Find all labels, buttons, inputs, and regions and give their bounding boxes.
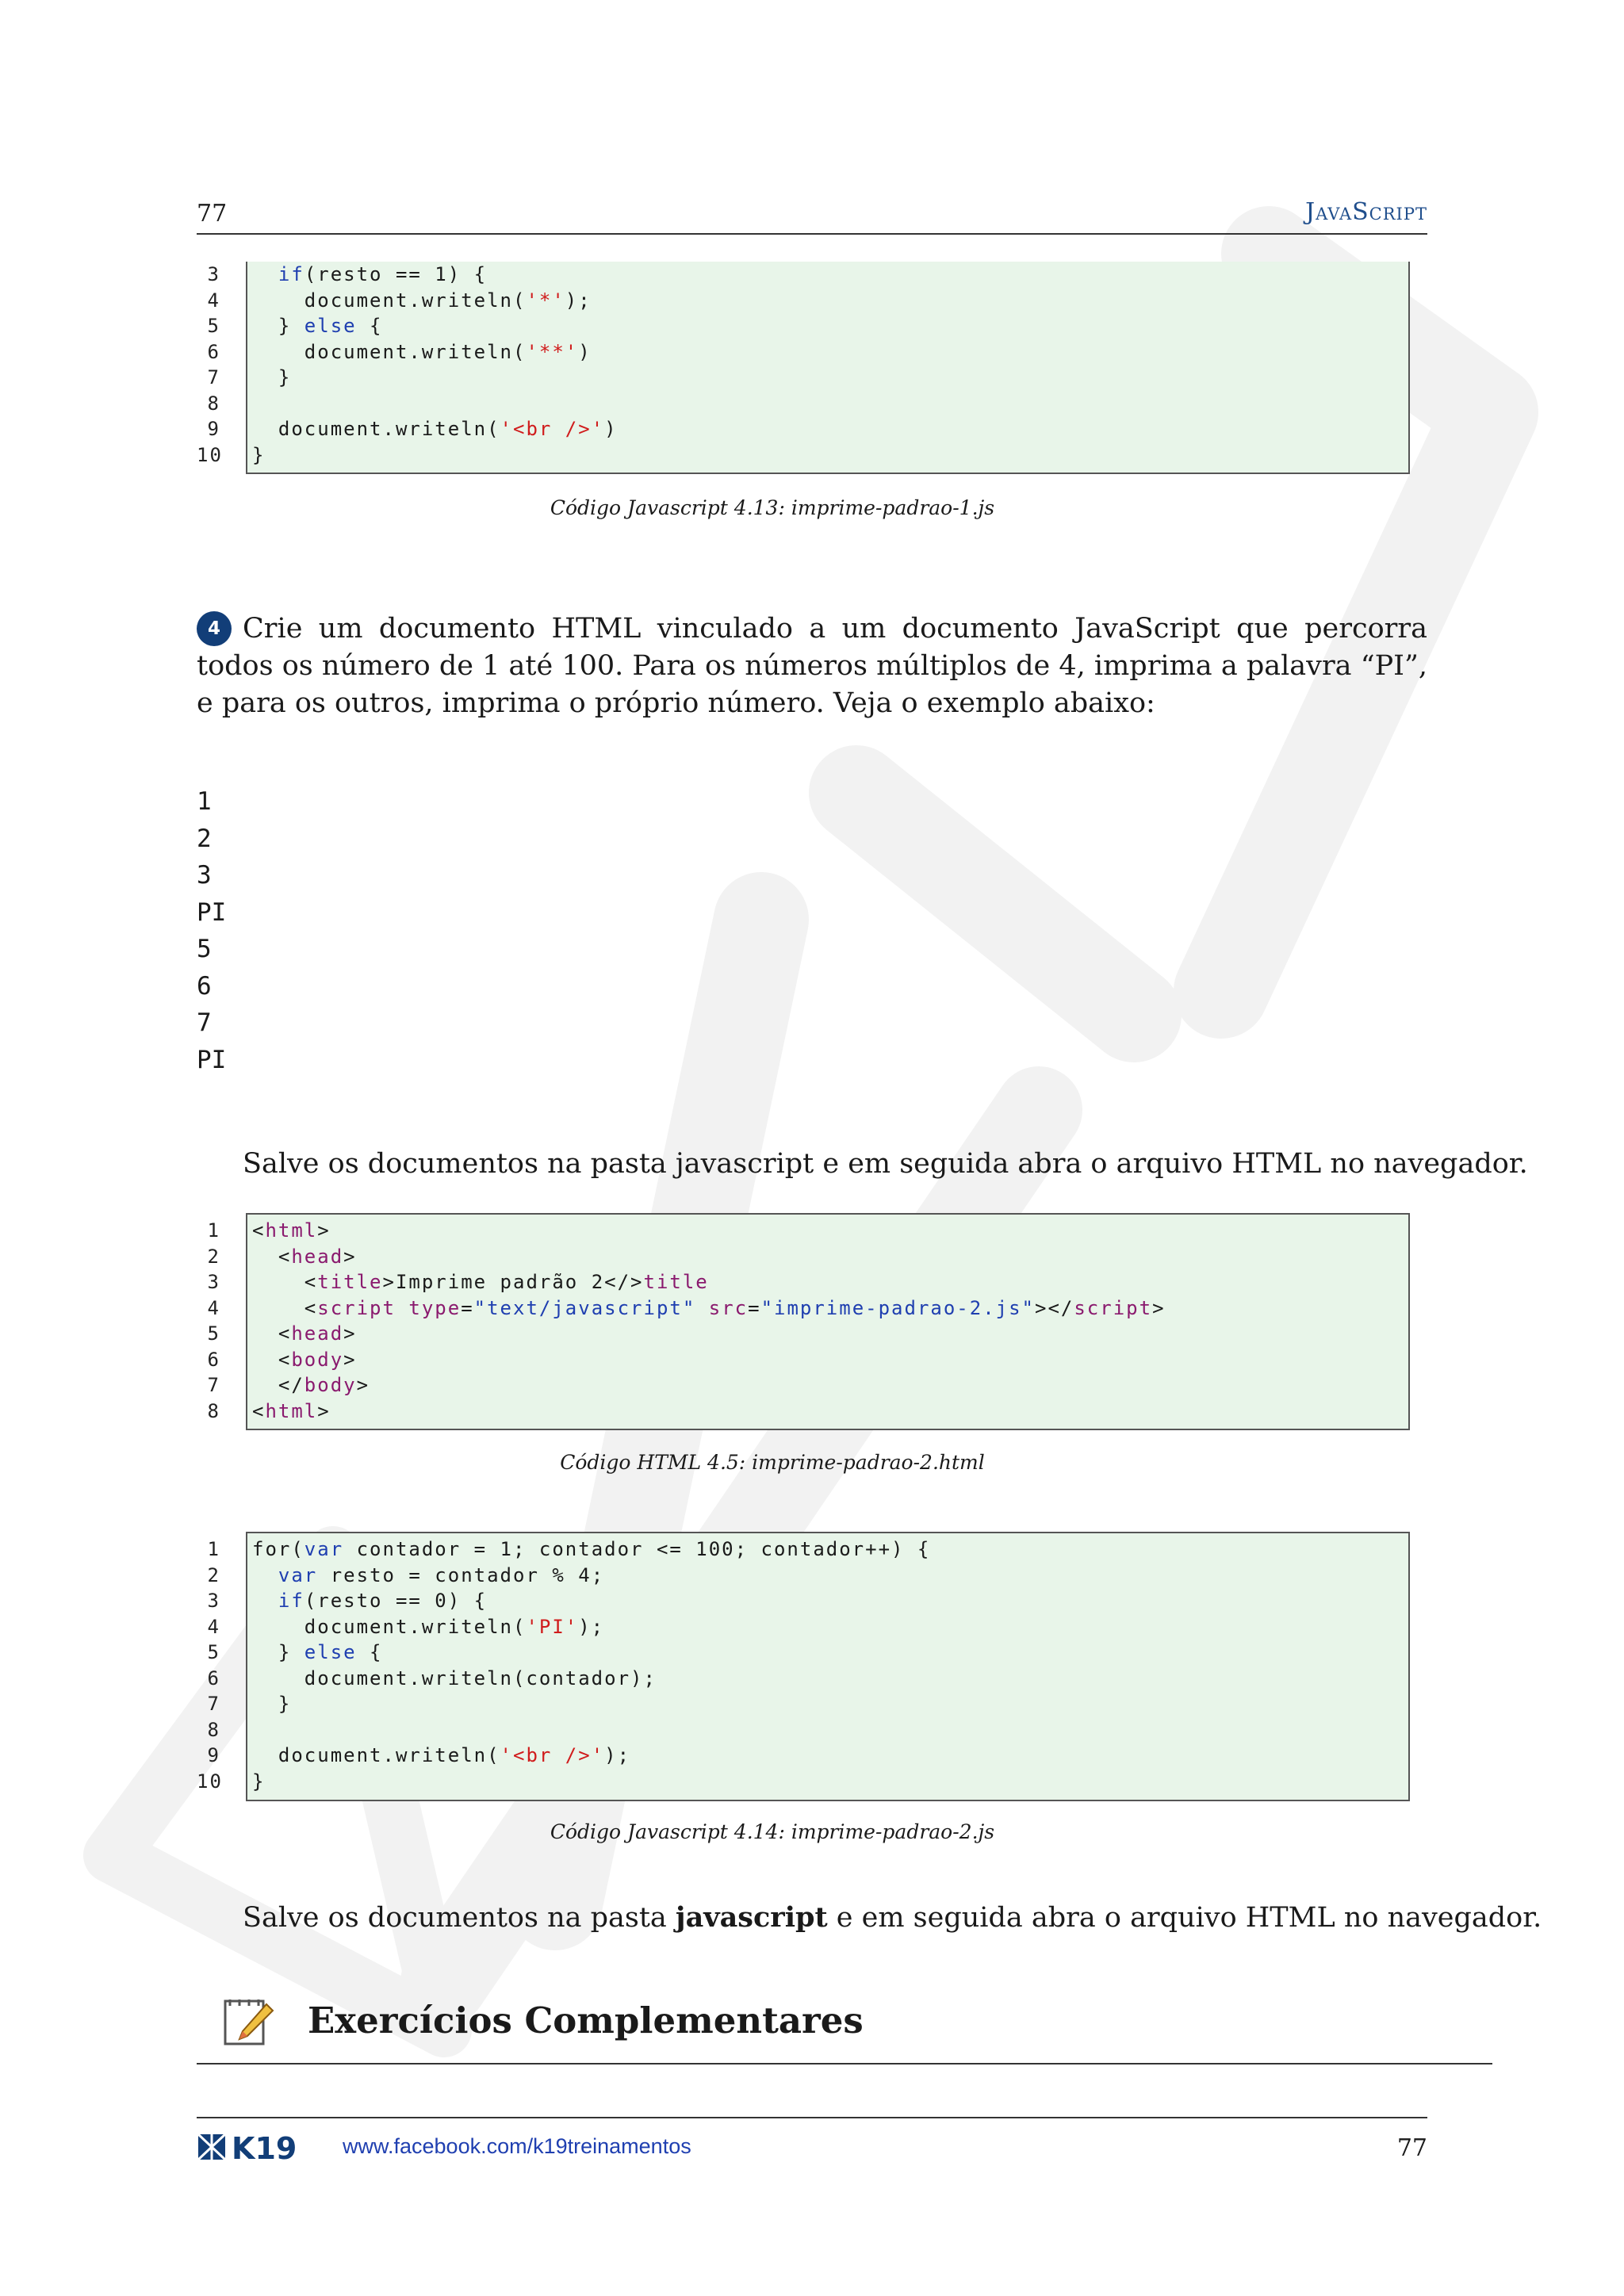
output-line: 1 (197, 787, 212, 816)
code-line (252, 1321, 1408, 1347)
code-line (252, 1717, 1408, 1743)
header-chapter-title: JavaScript (1305, 198, 1427, 226)
line-number: 4 (207, 1296, 220, 1319)
line-number: 2 (207, 1563, 220, 1586)
line-number: 3 (207, 1590, 220, 1612)
code-text: } (252, 1693, 292, 1715)
code-keyword: if (278, 263, 304, 285)
line-number: 6 (207, 1348, 220, 1371)
code-text (396, 1297, 408, 1319)
exercise-number-badge: 4 (197, 611, 232, 646)
code-line (252, 365, 1408, 391)
line-number: 5 (207, 315, 220, 337)
caption-code-1: Código Javascript 4.13: imprime-padrao-1.js (550, 496, 995, 519)
footer-rule (197, 2117, 1427, 2118)
code-line (252, 1563, 1408, 1589)
code-listing (246, 1532, 1410, 1801)
k19-logo (197, 2130, 324, 2164)
instruction-save-1: Salve os documentos na pasta javascript e em seguida abra o arquivo HTML no navegador. (243, 1148, 1528, 1180)
code-text: ); (578, 1615, 605, 1638)
line-number: 8 (207, 1718, 220, 1741)
header-rule (197, 233, 1427, 235)
output-line: 5 (197, 935, 212, 963)
code-line (252, 1244, 1408, 1270)
notepad-pencil-icon (220, 1993, 276, 2049)
code-text: < (252, 1219, 266, 1242)
code-line (252, 416, 1408, 442)
code-keyword: var (304, 1538, 344, 1560)
line-number: 5 (207, 1322, 220, 1345)
line-number: 6 (207, 340, 220, 363)
code-line (252, 1769, 1408, 1795)
instruction-save-2 (243, 1901, 1542, 1934)
caption-code-3: Código Javascript 4.14: imprime-padrao-2.js (550, 1820, 995, 1843)
instruction-text-after: e em seguida abra o arquivo HTML no navegador. (827, 1902, 1542, 1934)
code-tag: script (1074, 1296, 1153, 1319)
logo-text: K19 (232, 2131, 297, 2164)
line-number: 8 (207, 392, 220, 415)
code-text: } (252, 1641, 304, 1663)
code-line (252, 1691, 1408, 1717)
code-string: '*' (526, 289, 565, 312)
line-number: 1 (207, 1538, 220, 1560)
code-block-js-2 (197, 1532, 1410, 1801)
code-attribute: src (708, 1296, 749, 1319)
code-line (252, 1295, 1408, 1322)
exercise-4-paragraph (197, 610, 1427, 722)
line-number: 9 (207, 1744, 220, 1766)
output-line: PI (197, 897, 227, 927)
code-text: ); (565, 289, 592, 312)
code-tag: head (291, 1322, 344, 1345)
code-text: document.writeln( (252, 340, 527, 363)
code-text: } (252, 443, 266, 466)
code-text: < (252, 1399, 266, 1422)
code-text: contador = 1; contador <= 100; contador++) { (343, 1538, 931, 1560)
code-text (695, 1297, 708, 1319)
code-line (252, 1640, 1408, 1666)
instruction-text-before: Salve os documentos na pasta (243, 1902, 676, 1934)
code-text: > (343, 1322, 357, 1345)
code-text: > (343, 1245, 357, 1268)
line-number: 9 (207, 418, 220, 440)
line-number: 4 (207, 1615, 220, 1638)
code-line (252, 1372, 1408, 1399)
line-numbers (197, 262, 223, 468)
code-text: = (461, 1296, 474, 1319)
code-text: document.writeln(contador); (252, 1667, 657, 1689)
output-line: PI (197, 1045, 227, 1074)
sample-output (197, 783, 226, 1078)
section-header (197, 1990, 1492, 2064)
code-text (252, 1564, 278, 1586)
section-title: Exercícios Complementares (308, 1999, 864, 2042)
code-text: > (343, 1348, 357, 1371)
output-line: 6 (197, 971, 212, 1001)
code-text: > (356, 1374, 370, 1396)
output-line: 2 (197, 824, 212, 853)
code-line (252, 1347, 1408, 1373)
code-line (252, 339, 1408, 365)
footer-url-link[interactable]: www.facebook.com/k19treinamentos (343, 2134, 691, 2158)
code-keyword: var (278, 1563, 318, 1586)
line-number: 4 (207, 289, 220, 312)
code-tag: body (291, 1348, 344, 1371)
line-number: 3 (207, 1271, 220, 1293)
code-text (252, 1590, 278, 1612)
output-line: 7 (197, 1008, 212, 1037)
code-text: < (252, 1322, 292, 1345)
code-line (252, 288, 1408, 314)
code-tag: html (265, 1399, 318, 1422)
code-text: > (1152, 1296, 1166, 1319)
code-text: (resto == 0) { (304, 1590, 488, 1612)
code-string: '<br />' (500, 418, 605, 440)
code-text: (resto == 1) { (304, 263, 488, 285)
code-text: { (356, 315, 383, 337)
code-tag: title (317, 1271, 383, 1293)
code-block-html (197, 1213, 1410, 1430)
code-attribute: type (408, 1296, 462, 1319)
code-text: resto = contador % 4; (317, 1563, 605, 1586)
code-tag: title (643, 1271, 709, 1293)
footer-page-number: 77 (1396, 2134, 1427, 2162)
code-tag: head (291, 1245, 344, 1268)
code-text: ></ (1035, 1296, 1074, 1319)
code-tag: script (317, 1296, 396, 1319)
code-line (252, 1588, 1408, 1614)
line-number: 7 (207, 366, 220, 388)
code-line (252, 1743, 1408, 1769)
code-line (252, 391, 1408, 417)
code-block-js-1 (197, 262, 1410, 474)
code-text: ); (604, 1744, 631, 1766)
code-attribute-value: "text/javascript" (473, 1296, 696, 1319)
line-number: 1 (207, 1219, 220, 1242)
line-number: 7 (207, 1374, 220, 1396)
code-keyword: else (304, 1641, 357, 1663)
code-text (252, 263, 278, 285)
line-number: 8 (207, 1399, 220, 1422)
code-string: 'PI' (526, 1615, 579, 1638)
line-numbers (197, 1536, 223, 1794)
code-text: < (252, 1271, 318, 1293)
line-number: 3 (207, 263, 220, 285)
code-text: = (748, 1296, 761, 1319)
code-string: '<br />' (500, 1744, 605, 1766)
code-keyword: if (278, 1590, 304, 1612)
code-listing (246, 1213, 1410, 1430)
code-text: for( (252, 1538, 304, 1560)
code-line (252, 1614, 1408, 1640)
output-line: 3 (197, 861, 212, 890)
code-line (252, 1269, 1408, 1295)
line-number: 6 (207, 1667, 220, 1689)
code-text: < (252, 1245, 292, 1268)
code-text: document.writeln( (252, 1744, 500, 1766)
exercise-text: Crie um documento HTML vinculado a um documento JavaScript que percorra todos os número de 1 até 100. Para os números múltiplos de 4, imprima a palavra “PI”, e para os outros, imprima o próprio número. Veja o exemplo abaixo: (197, 613, 1427, 719)
line-number: 10 (197, 443, 223, 466)
line-numbers (197, 1218, 220, 1424)
code-attribute-value: "imprime-padrao-2.js" (760, 1296, 1035, 1319)
instruction-folder-name: javascript (675, 1901, 828, 1934)
header-page-number: 77 (197, 200, 228, 228)
code-line (252, 1218, 1408, 1244)
code-listing (246, 262, 1410, 474)
code-line (252, 313, 1408, 339)
code-text: } (252, 366, 292, 388)
line-number: 2 (207, 1245, 220, 1268)
code-text: < (252, 1348, 292, 1371)
line-number: 5 (207, 1641, 220, 1663)
code-tag: body (304, 1374, 357, 1396)
code-text: } (252, 315, 304, 337)
code-text: >Imprime padrão 2</ (382, 1271, 631, 1293)
code-line (252, 1666, 1408, 1692)
code-text: document.writeln( (252, 289, 527, 312)
line-number: 7 (207, 1693, 220, 1715)
code-text: ) (604, 418, 618, 440)
code-text: > (317, 1219, 331, 1242)
code-line (252, 1536, 1408, 1563)
code-text: document.writeln( (252, 1615, 527, 1638)
code-line (252, 262, 1408, 288)
code-text: > (317, 1399, 331, 1422)
caption-code-2: Código HTML 4.5: imprime-padrao-2.html (560, 1451, 985, 1474)
code-text: > (630, 1271, 644, 1293)
code-text: < (252, 1296, 318, 1319)
code-text: } (252, 1770, 266, 1793)
line-number: 10 (197, 1770, 223, 1793)
code-text: { (356, 1641, 383, 1663)
code-text: document.writeln( (252, 418, 500, 440)
code-keyword: else (304, 315, 357, 337)
code-text: </ (252, 1374, 304, 1396)
code-tag: html (265, 1219, 318, 1242)
code-line (252, 1399, 1408, 1425)
code-text: ) (578, 340, 592, 363)
code-line (252, 442, 1408, 469)
code-string: '**' (526, 340, 579, 363)
